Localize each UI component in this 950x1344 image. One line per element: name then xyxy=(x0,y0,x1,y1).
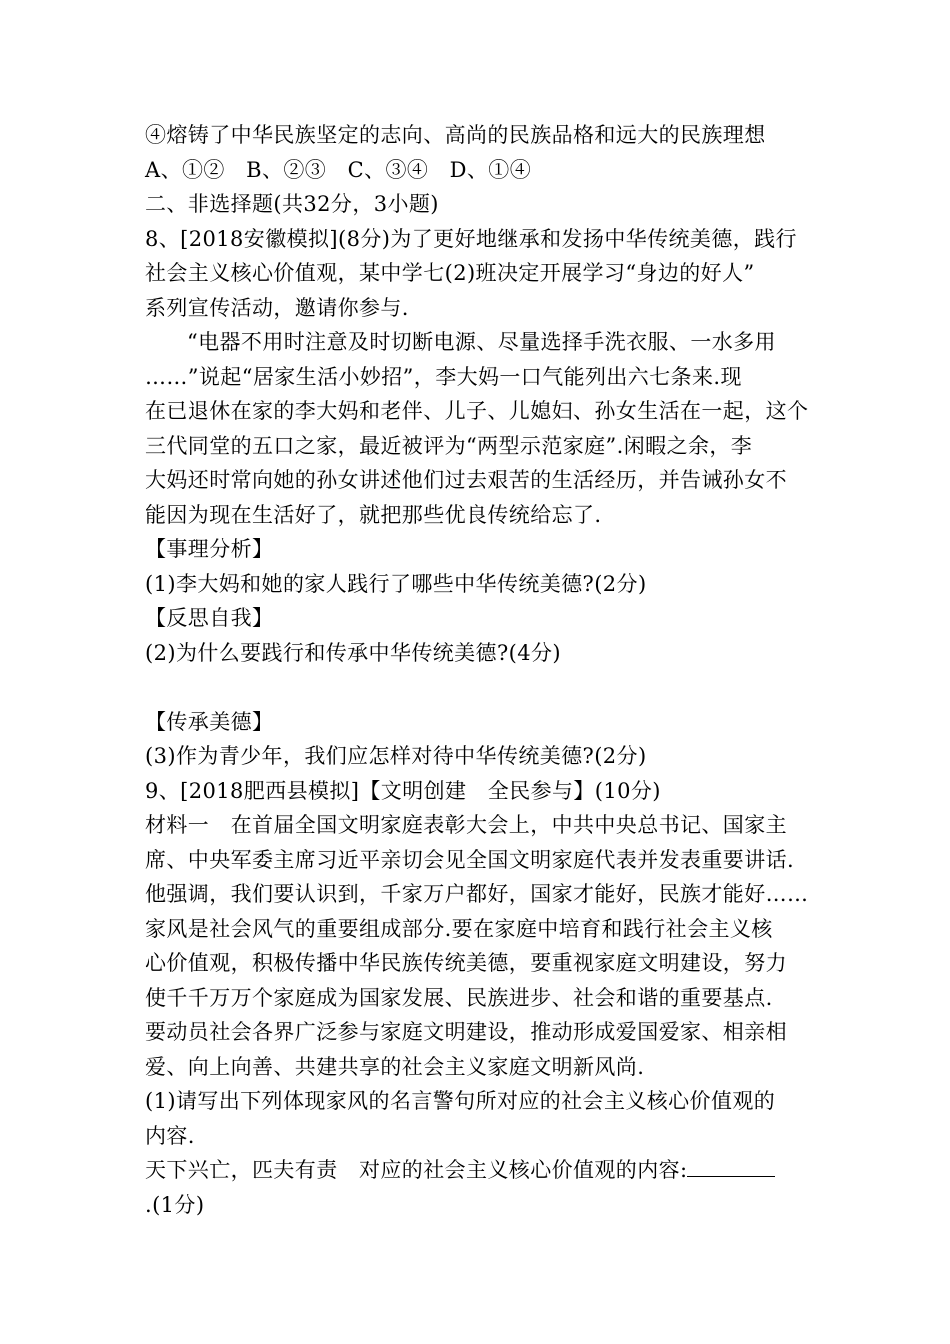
score-note: .(1分) xyxy=(145,1192,205,1217)
question-8-line-1: 8、[2018安徽模拟](8分)为了更好地继承和发扬中华传统美德，践行 xyxy=(145,226,797,251)
material-one-line-1: 材料一 在首届全国文明家庭表彰大会上，中共中央总书记、国家主 xyxy=(145,813,787,837)
q9-sub-question-1-line-2: 内容. xyxy=(145,1123,195,1148)
material-one-line-6: 使千千万万个家庭成为国家发展、民族进步、社会和谐的重要基点. xyxy=(145,985,773,1010)
document-page xyxy=(145,118,825,1222)
material-one-line-3: 他强调，我们要认识到，千家万户都好，国家才能好，民族才能好…… xyxy=(145,882,809,906)
material-one-line-7: 要动员社会各界广泛参与家庭文明建设，推动形成爱国爱家、相亲相 xyxy=(145,1020,787,1044)
question-8-line-2: 社会主义核心价值观，某中学七(2)班决定开展学习“身边的好人” xyxy=(145,261,755,285)
material-line-5: 大妈还时常向她的孙女讲述他们过去艰苦的生活经历，并告诫孙女不 xyxy=(145,468,787,492)
material-one-line-2: 席、中央军委主席习近平亲切会见全国文明家庭代表并发表重要讲话. xyxy=(145,847,795,872)
fill-in-prompt: 天下兴亡，匹夫有责 对应的社会主义核心价值观的内容: xyxy=(145,1158,688,1182)
material-one-line-5: 心价值观，积极传播中华民族传统美德，要重视家庭文明建设，努力 xyxy=(145,951,787,975)
material-line-4: 三代同堂的五口之家，最近被评为“两型示范家庭”.闲暇之余，李 xyxy=(145,433,753,458)
question-8-line-3: 系列宣传活动，邀请你参与. xyxy=(145,295,409,320)
material-one-line-4: 家风是社会风气的重要组成部分.要在家庭中培育和践行社会主义核 xyxy=(145,916,773,941)
question-9-heading: 9、[2018肥西县模拟]【文明创建 全民参与】(10分) xyxy=(145,778,661,803)
material-line-1: “电器不用时注意及时切断电源、尽量选择手洗衣服、一水多用 xyxy=(187,330,776,354)
spacer xyxy=(145,670,825,705)
subheading-analysis: 【事理分析】 xyxy=(145,537,274,561)
material-line-2: ……”说起“居家生活小妙招”，李大妈一口气能列出六七条来.现 xyxy=(145,364,742,389)
section-heading: 二、非选择题(共32分，3小题) xyxy=(145,192,439,216)
subheading-reflection: 【反思自我】 xyxy=(145,606,274,630)
fill-in-line xyxy=(145,1153,825,1188)
answer-blank[interactable] xyxy=(687,1156,775,1177)
sub-question-2: (2)为什么要践行和传承中华传统美德?(4分) xyxy=(145,640,561,665)
option-line-4: ④熔铸了中华民族坚定的志向、高尚的民族品格和远大的民族理想 xyxy=(145,123,766,147)
answer-choices: A、①② B、②③ C、③④ D、①④ xyxy=(145,157,532,182)
material-line-6: 能因为现在生活好了，就把那些优良传统给忘了. xyxy=(145,502,602,527)
sub-question-3: (3)作为青少年，我们应怎样对待中华传统美德?(2分) xyxy=(145,744,647,768)
material-one-line-8: 爱、向上向善、共建共享的社会主义家庭文明新风尚. xyxy=(145,1054,645,1079)
q9-sub-question-1-line-1: (1)请写出下列体现家风的名言警句所对应的社会主义核心价值观的 xyxy=(145,1089,776,1113)
sub-question-1: (1)李大妈和她的家人践行了哪些中华传统美德?(2分) xyxy=(145,571,647,596)
subheading-inherit: 【传承美德】 xyxy=(145,709,274,734)
material-line-3: 在已退休在家的李大妈和老伴、儿子、儿媳妇、孙女生活在一起，这个 xyxy=(145,399,809,423)
